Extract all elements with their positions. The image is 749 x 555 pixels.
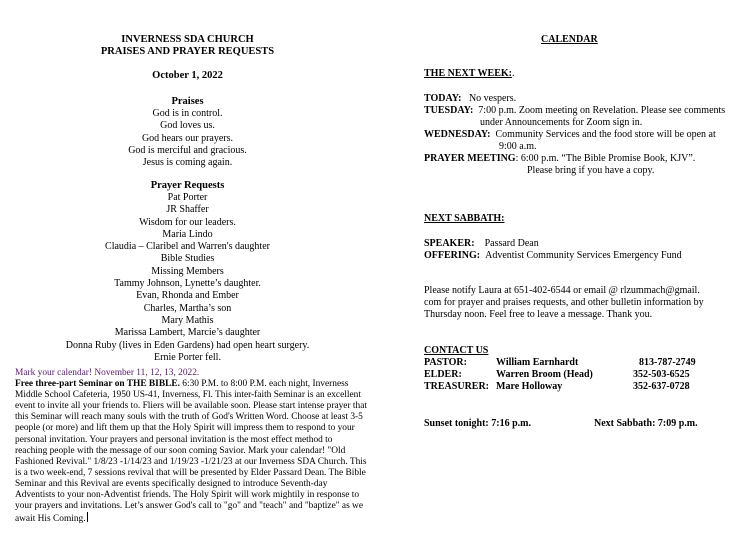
prayer-meeting-row <box>424 153 695 165</box>
contact-role: PASTOR: <box>424 357 467 368</box>
tuesday-row <box>424 105 725 117</box>
prayer-meeting-text: : 6:00 p.m. “The Bible Promise Book, KJV”. <box>515 153 696 164</box>
sunset-tonight: Sunset tonight: 7:16 p.m. <box>424 418 531 429</box>
contact-role: TREASURER: <box>424 381 490 392</box>
notify-line: com for prayer and praises requests, and other bulletin information by <box>424 297 704 308</box>
prayer-requests-heading: Prayer Requests <box>150 180 225 191</box>
contact-heading: CONTACT US <box>424 345 489 356</box>
wednesday-row <box>424 129 716 141</box>
church-name: INVERNESS SDA CHURCH <box>121 34 254 45</box>
prayer-item: Missing Members <box>151 265 224 277</box>
tuesday-text-cont: under Announcements for Zoom sign in. <box>480 117 643 128</box>
offering-text: Adventist Community Services Emergency Fund <box>485 250 682 261</box>
offering-label: OFFERING: <box>424 250 481 261</box>
next-sabbath-sunset: Next Sabbath: 7:09 p.m. <box>594 418 698 429</box>
prayer-item: Tammy Johnson, Lynette’s daughter. <box>114 278 261 290</box>
seminar-announcement <box>15 368 367 525</box>
wednesday-label: WEDNESDAY: <box>424 129 491 140</box>
prayer-item: Mary Mathis <box>161 314 214 326</box>
page-subtitle: PRAISES AND PRAYER REQUESTS <box>100 46 275 57</box>
contact-phone: 813-787-2749 <box>639 357 696 368</box>
contact-name: Mare Holloway <box>496 381 563 392</box>
prayer-item: Ernie Porter fell. <box>154 351 221 363</box>
praise-item: God loves us. <box>160 120 215 132</box>
praise-item: God is in control. <box>152 108 223 119</box>
prayer-item: Bible Studies <box>160 253 215 265</box>
offering-row <box>424 250 682 262</box>
contact-phone: 352-637-0728 <box>633 381 690 392</box>
wednesday-text-cont: 9:00 a.m. <box>499 141 537 152</box>
text-cursor <box>87 512 88 522</box>
next-week-heading-line <box>424 68 515 80</box>
prayer-meeting-label: PRAYER MEETING <box>424 153 516 164</box>
contact-name: William Earnhardt <box>496 357 579 368</box>
speaker-label: SPEAKER: <box>424 238 475 249</box>
prayer-item: Evan, Rhonda and Ember <box>136 290 239 302</box>
today-label: TODAY: <box>424 93 462 104</box>
next-week-suffix: . <box>512 68 515 79</box>
prayer-item: Marissa Lambert, Marcie’s daughter <box>114 327 261 339</box>
praises-heading: Praises <box>171 96 204 107</box>
praise-item: Jesus is coming again. <box>142 157 233 169</box>
prayer-requests-list <box>0 192 375 364</box>
announcement-body: 6:30 P.M. to 8:00 P.M. each night, Inverness Middle School Cafeteria, 1950 US-41, Inverness, Fl. This inter-faith Seminar is an excellent event to invite all your friends to. Fliers will be available soon. Please start intense prayer that this Seminar will reach many souls with the truth of God's Written Word. Choose at least 3-5 people (or more) and lift them up that the Holy Spirit will impress them to respond to your personal invitation. Your prayers and personal invitation is the most effect method to reaching people with the message of our soon coming Savior. Mark your calendar! "Old Fashioned Revival." 1/8/23 -1/14/23 and 1/19/23 -1/21/23 at our Inverness SDA Church. This is a two week-end, 7 sessions revival that will be presented by Elder Passard Dean. The Bible Seminar and this Revival are events specifically designed to introduce Seventh-day Adventists to your non-Adventist friends. The Holy Spirit will work mightily in response to your prayers and invitations. Let’s answer God's call to "go" and "teach" and "baptize" as we await His Coming. <box>15 379 367 525</box>
announcement-lead: Free three-part Seminar on THE BIBLE. <box>15 379 180 390</box>
contact-phone: 352-503-6525 <box>633 369 690 380</box>
prayer-meeting-text-cont: Please bring if you have a copy. <box>527 165 655 176</box>
prayer-item: Wisdom for our leaders. <box>139 216 236 228</box>
notify-line: Please notify Laura at 651-402-6544 or email @ rlzummach@gmail. <box>424 285 700 296</box>
today-row <box>424 93 516 105</box>
bulletin-date: October 1, 2022 <box>152 70 223 81</box>
wednesday-text: Community Services and the food store will be open at <box>495 129 716 140</box>
tuesday-text: 7:00 p.m. Zoom meeting on Revelation. Please see comments <box>478 105 726 116</box>
prayer-item: Donna Ruby (lives in Eden Gardens) had open heart surgery. <box>65 339 310 351</box>
tuesday-label: TUESDAY: <box>424 105 474 116</box>
next-week-heading: THE NEXT WEEK: <box>424 68 512 79</box>
calendar-heading: CALENDAR <box>541 34 598 45</box>
announcement-line: Mark your calendar! November 11, 12, 13, 2022. <box>15 368 200 378</box>
next-sabbath-heading: NEXT SABBATH: <box>424 213 505 224</box>
praises-list <box>0 108 375 169</box>
prayer-item: Claudia – Claribel and Warren's daughter <box>105 241 270 253</box>
prayer-item: Charles, Martha’s son <box>143 302 232 314</box>
prayer-item: Pat Porter <box>167 192 208 203</box>
speaker-name: Passard Dean <box>484 238 539 249</box>
prayer-item: Maria Lindo <box>162 228 213 240</box>
today-text: No vespers. <box>468 93 517 104</box>
praise-item: God hears our prayers. <box>141 132 234 144</box>
notify-line: Thursday noon. Feel free to leave a message. Thank you. <box>424 309 653 320</box>
speaker-row <box>424 238 539 250</box>
contact-role: ELDER: <box>424 369 462 380</box>
prayer-item: JR Shaffer <box>166 204 209 216</box>
praise-item: God is merciful and gracious. <box>128 144 247 156</box>
contact-name: Warren Broom (Head) <box>496 369 593 380</box>
